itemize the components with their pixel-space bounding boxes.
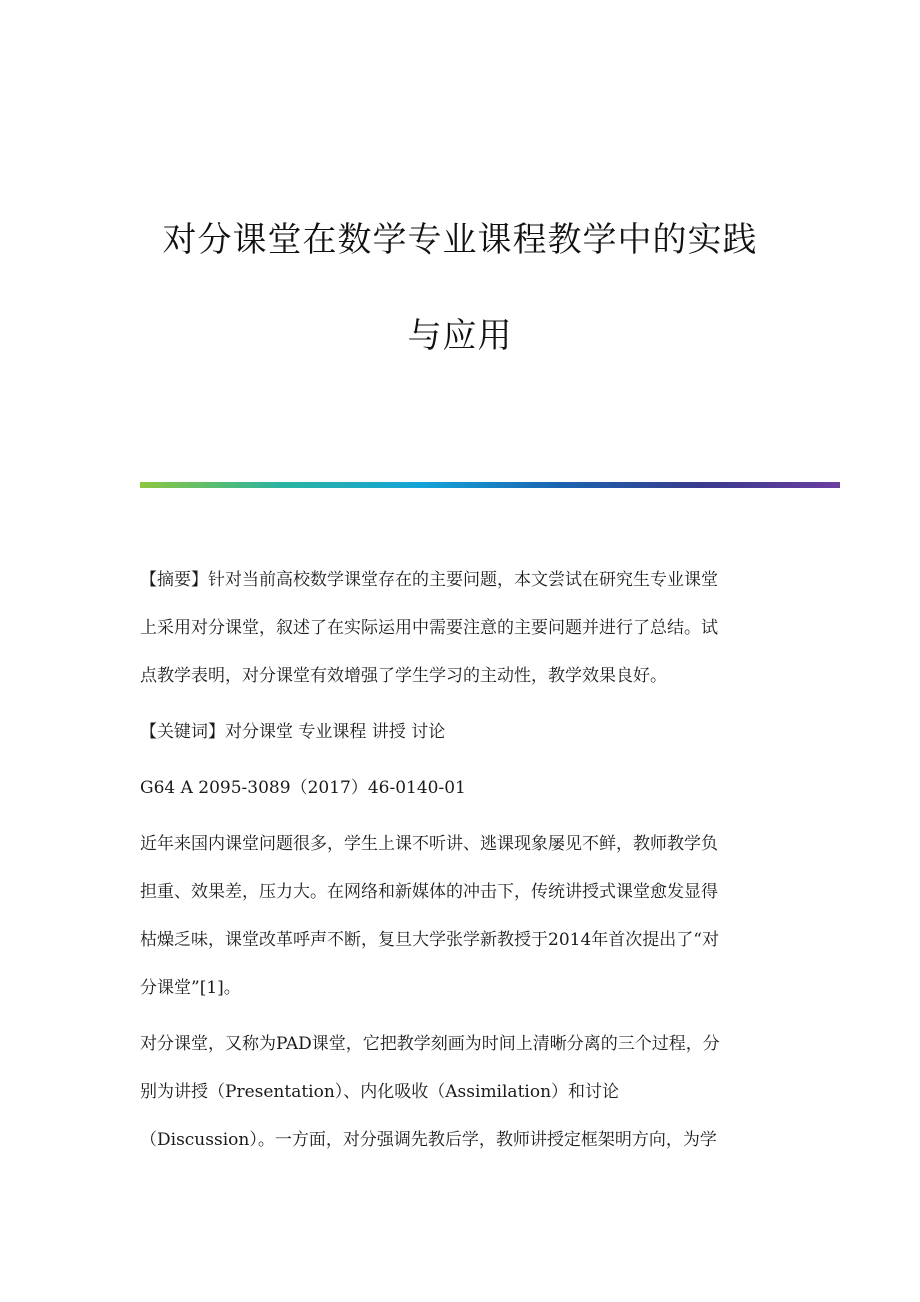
body-line: 枯燥乏味，课堂改革呼声不断，复旦大学张学新教授于2014年首次提出了“对 bbox=[140, 930, 719, 950]
keywords-line: 【关键词】对分课堂 专业课程 讲授 讨论 bbox=[140, 722, 446, 742]
body-line: 担重、效果差，压力大。在网络和新媒体的冲击下，传统讲授式课堂愈发显得 bbox=[140, 882, 718, 902]
body-line: 近年来国内课堂问题很多，学生上课不听讲、逃课现象屡见不鲜，教师教学负 bbox=[140, 834, 718, 854]
gradient-divider bbox=[140, 482, 840, 488]
document-title-line-1: 对分课堂在数学专业课程教学中的实践 bbox=[162, 220, 758, 260]
abstract-line: 【摘要】针对当前高校数学课堂存在的主要问题，本文尝试在研究生专业课堂 bbox=[140, 570, 718, 590]
document-title-line-2: 与应用 bbox=[407, 316, 513, 356]
body-line: 对分课堂，又称为PAD课堂，它把教学刻画为时间上清晰分离的三个过程，分 bbox=[140, 1034, 720, 1054]
body-line: 别为讲授（Presentation）、内化吸收（Assimilation）和讨论 bbox=[140, 1082, 620, 1102]
classification-line: G64 A 2095-3089（2017）46-0140-01 bbox=[140, 778, 466, 798]
abstract-line: 上采用对分课堂，叙述了在实际运用中需要注意的主要问题并进行了总结。试 bbox=[140, 618, 718, 638]
body-line: （Discussion）。一方面，对分强调先教后学，教师讲授定框架明方向，为学 bbox=[140, 1130, 717, 1150]
abstract-line: 点教学表明，对分课堂有效增强了学生学习的主动性，教学效果良好。 bbox=[140, 666, 667, 686]
body-line: 分课堂”[1]。 bbox=[140, 978, 241, 998]
